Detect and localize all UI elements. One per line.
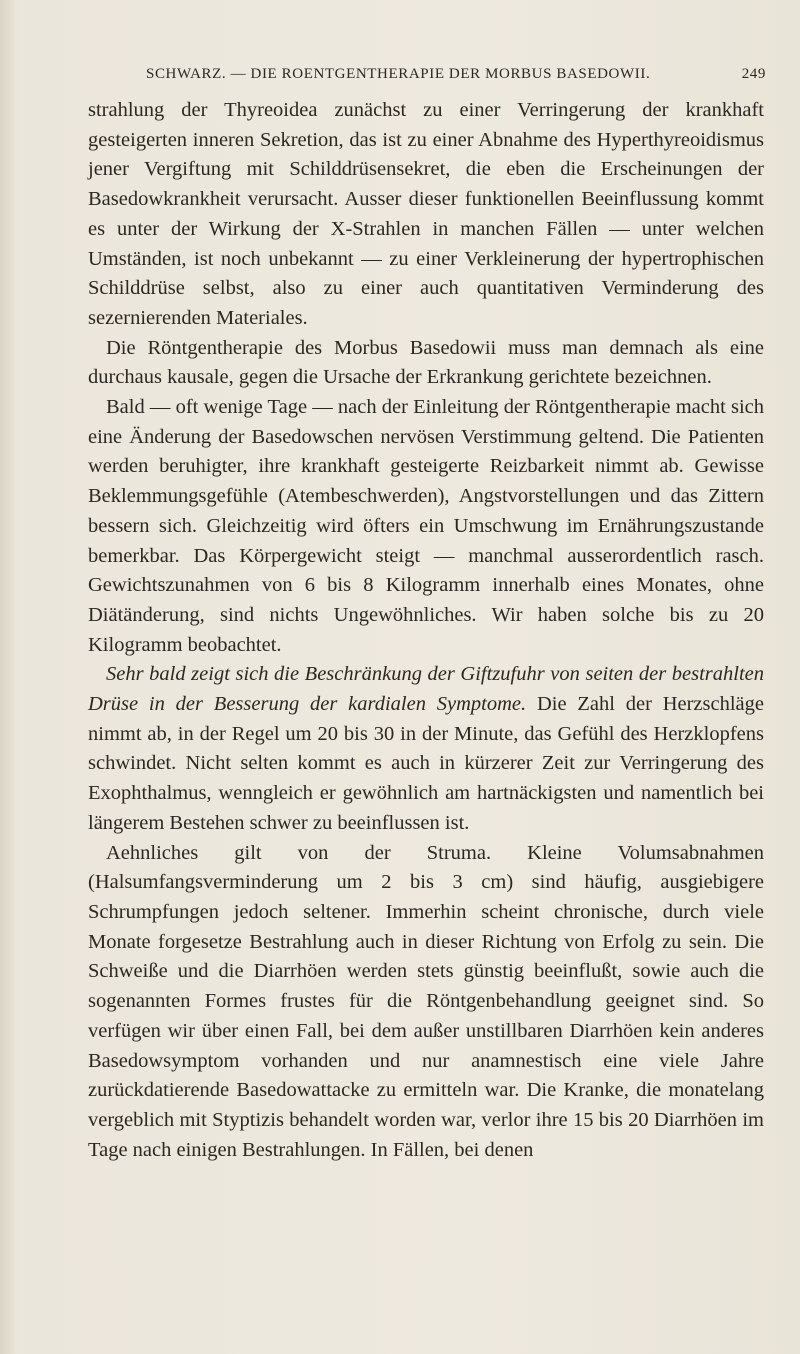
italic-lead-sentence: Sehr bald zeigt sich die Beschränkung der Giftzufuhr von seiten der bestrahlten Drüse in der Besserung der kardialen Symptome. <box>88 663 764 716</box>
paragraph-1: strahlung der Thyreoidea zunächst zu einer Verringerung der krankhaft gesteigerten inneren Sekretion, das ist zu einer Abnahme des Hyperthyreoidismus jener Vergiftung mit Schilddrüsensekret, die eben die Erscheinungen der Basedowkrankheit verursacht. Ausser dieser funktionellen Beeinflussung kommt es unter der Wirkung der X-Strahlen in manchen Fällen — unter welchen Umständen, ist noch unbekannt — zu einer Verkleinerung der hypertrophischen Schilddrüse selbst, also zu einer auch quantitativen Verminderung des sezernierenden Materiales. <box>88 99 764 329</box>
body-text <box>88 96 764 1165</box>
running-header <box>146 66 766 83</box>
page-number: 249 <box>741 66 766 82</box>
paragraph-3: Bald — oft wenige Tage — nach der Einleitung der Röntgentherapie macht sich eine Änderung der Basedowschen nervösen Verstimmung geltend. Die Patienten werden beruhigter, ihre krankhaft gesteigerte Reizbarkeit nimmt ab. Gewisse Beklemmungsgefühle (Atembeschwerden), Angstvorstellungen und das Zittern bessern sich. Gleichzeitig wird öfters ein Umschwung im Ernährungszustande bemerkbar. Das Körpergewicht steigt — manchmal ausserordentlich rasch. Gewichtszunahmen von 6 bis 8 Kilogramm innerhalb eines Monates, ohne Diätänderung, sind nichts Ungewöhnliches. Wir haben solche bis zu 20 Kilogramm beobachtet. <box>88 396 764 656</box>
paragraph-5: Aehnliches gilt von der Struma. Kleine Volumsabnahmen (Halsumfangsverminderung um 2 bis 3 cm) sind häufig, ausgiebigere Schrumpfungen jedoch seltener. Immerhin scheint chronische, durch viele Monate forgesetze Bestrahlung auch in dieser Richtung von Erfolg zu sein. Die Schweiße und die Diarrhöen werden stets günstig beeinflußt, sowie auch die sogenannten Formes frustes für die Röntgenbehandlung geeignet sind. So verfügen wir über einen Fall, bei dem außer unstillbaren Diarrhöen kein anderes Basedowsymptom vorhanden und nur anamnestisch eine viele Jahre zurückdatierende Basedowattacke zu ermitteln war. Die Kranke, die monatelang vergeblich mit Styptizis behandelt worden war, verlor ihre 15 bis 20 Diarrhöen im Tage nach einigen Bestrahlungen. In Fällen, bei denen <box>88 841 764 1161</box>
paragraph-4-rest: Die Zahl der Herzschläge nimmt ab, in der Regel um 20 bis 30 in der Minute, das Gefühl des Herzklopfens schwindet. Nicht selten kommt es auch in kürzerer Zeit zur Verringerung des Exophthalmus, wenngleich er gewöhnlich am hartnäckigsten und namentlich bei längerem Bestehen schwer zu beeinflussen ist. <box>88 693 765 834</box>
paragraph-4 <box>88 660 764 838</box>
running-title: SCHWARZ. — DIE ROENTGENTHERAPIE DER MORBUS BASEDOWII. <box>146 66 651 82</box>
paragraph-2: Die Röntgentherapie des Morbus Basedowii muss man demnach als eine durchaus kausale, gegen die Ursache der Erkrankung gerichtete bezeichnen. <box>88 336 764 389</box>
